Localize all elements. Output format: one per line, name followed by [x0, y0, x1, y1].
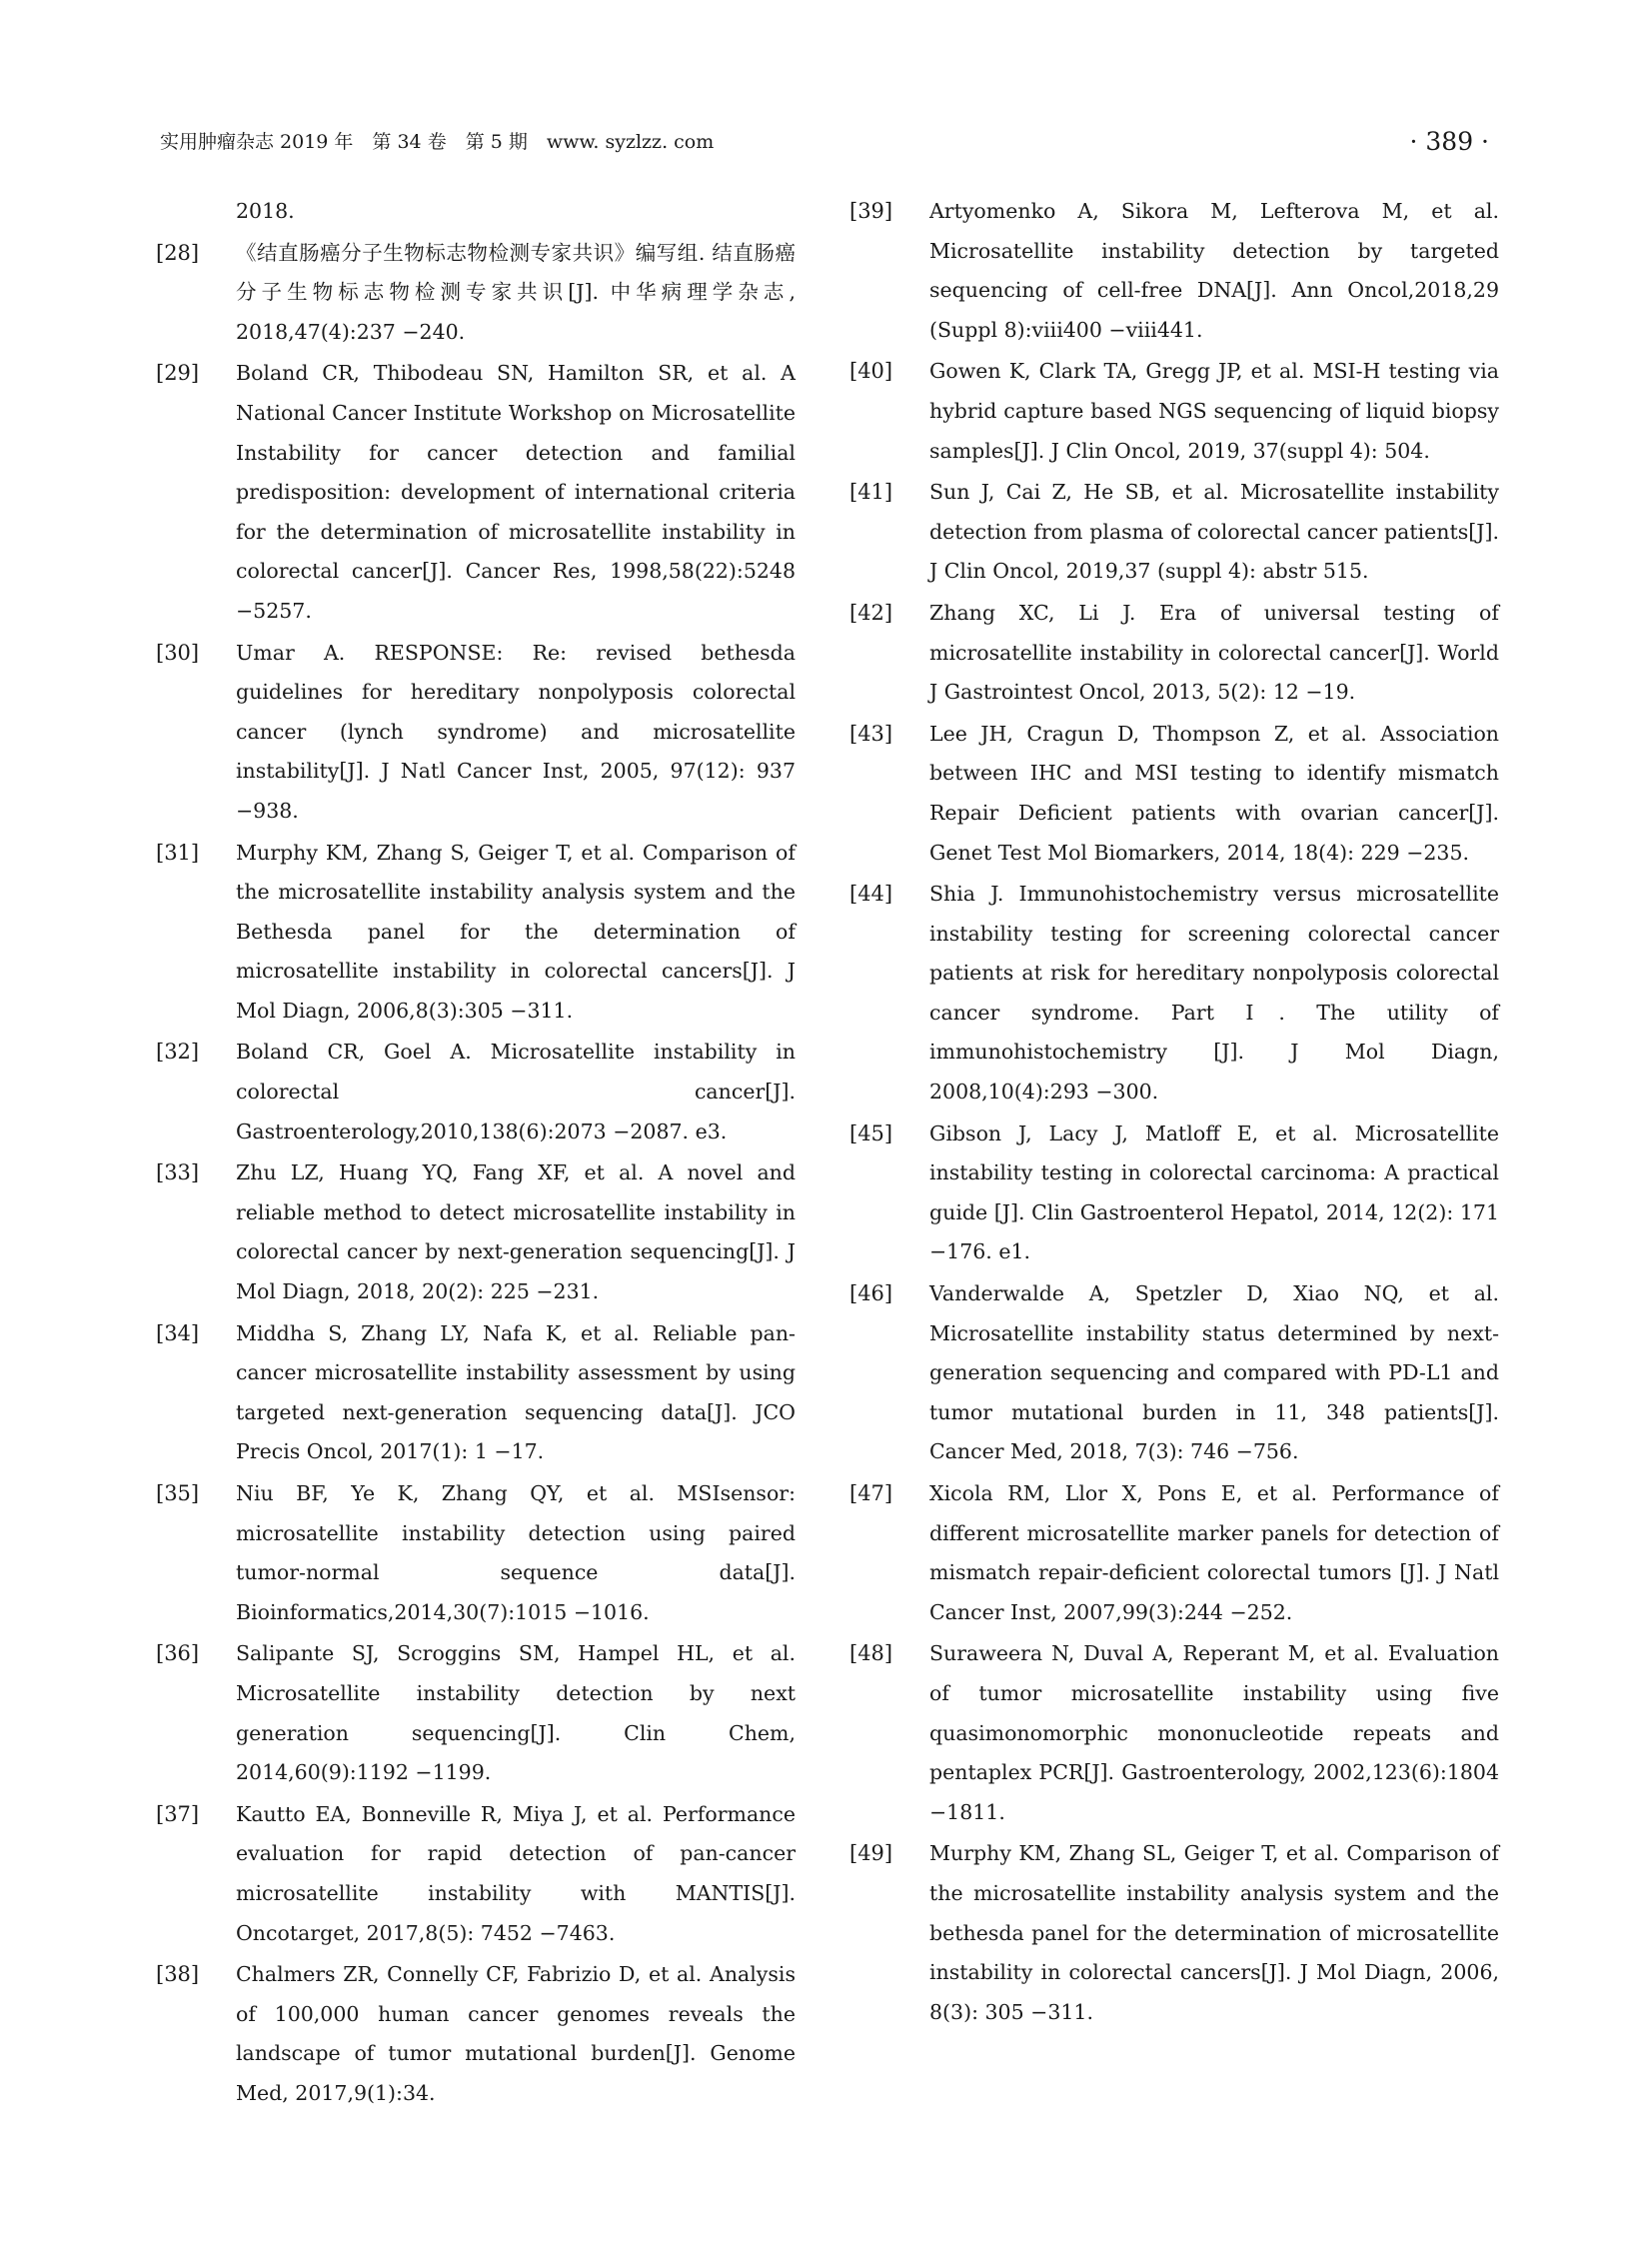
reference-item	[849, 1634, 1499, 1832]
reference-item	[849, 875, 1499, 1113]
reference-item	[156, 1153, 796, 1311]
reference-item	[849, 352, 1499, 471]
journal-header: 实用肿瘤杂志 2019 年 第 34 卷 第 5 期 www. syzlzz. com	[160, 131, 715, 153]
reference-number: [47]	[849, 1481, 893, 1505]
reference-number: [45]	[849, 1121, 893, 1145]
reference-item	[156, 834, 796, 1032]
reference-text: Artyomenko A, Sikora M, Lefterova M, et al. Microsatellite instability detection by targeted sequencing of cell-free DNA[J]. Ann Oncol,2018,29 (Suppl 8):viii400 −viii441.	[929, 199, 1499, 342]
reference-text: Gowen K, Clark TA, Gregg JP, et al. MSI-H testing via hybrid capture based NGS sequencing of liquid biopsy samples[J]. J Clin Oncol, 2019, 37(suppl 4): 504.	[929, 359, 1499, 463]
reference-number: [37]	[156, 1801, 200, 1826]
reference-item	[849, 594, 1499, 713]
reference-item	[156, 1033, 796, 1151]
reference-text: Middha S, Zhang LY, Nafa K, et al. Reliable pan-cancer microsatellite instability assessment by using targeted next-generation sequencing data[J]. JCO Precis Oncol, 2017(1): 1 −17.	[236, 1320, 796, 1464]
reference-text: Umar A. RESPONSE: Re: revised bethesda guidelines for hereditary nonpolyposis colorectal cancer (lynch syndrome) and microsatellite instability[J]. J Natl Cancer Inst, 2005, 97(12): 937 −938.	[236, 640, 796, 823]
reference-number: [44]	[849, 882, 893, 907]
reference-item	[849, 192, 1499, 350]
reference-item	[156, 354, 796, 631]
reference-text: Niu BF, Ye K, Zhang QY, et al. MSIsensor: microsatellite instability detection using paired tumor-normal sequence data[J]. Bioinformatics,2014,30(7):1015 −1016.	[236, 1481, 796, 1624]
reference-text: Chalmers ZR, Connelly CF, Fabrizio D, et al. Analysis of 100,000 human cancer genomes reveals the landscape of tumor mutational burden[J]. Genome Med, 2017,9(1):34.	[236, 1962, 796, 2105]
running-header	[160, 126, 1489, 158]
reference-number: [35]	[156, 1481, 200, 1505]
reference-number: [39]	[849, 199, 893, 223]
reference-item	[156, 234, 796, 353]
reference-number: [36]	[156, 1641, 200, 1666]
reference-text: Zhu LZ, Huang YQ, Fang XF, et al. A novel and reliable method to detect microsatellite instability in colorectal cancer by next-generation sequencing[J]. J Mol Diagn, 2018, 20(2): 225 −231.	[236, 1160, 796, 1304]
reference-number: [30]	[156, 640, 200, 665]
reference-item	[849, 1274, 1499, 1472]
reference-text: Salipante SJ, Scroggins SM, Hampel HL, et al. Microsatellite instability detection by next generation sequencing[J]. Clin Chem, 2014,60(9):1192 −1199.	[236, 1641, 796, 1785]
reference-number: [48]	[849, 1641, 893, 1666]
reference-text: 《结直肠癌分子生物标志物检测专家共识》编写组. 结直肠癌分子生物标志物检测专家共识[J]. 中华病理学杂志, 2018,47(4):237 −240.	[236, 240, 796, 344]
reference-number: [29]	[156, 361, 200, 386]
reference-text: Gibson J, Lacy J, Matloff E, et al. Microsatellite instability testing in colorectal carcinoma: A practical guide [J]. Clin Gastroenterol Hepatol, 2014, 12(2): 171 −176. e1.	[929, 1121, 1499, 1264]
reference-item	[156, 192, 796, 232]
reference-text: Boland CR, Thibodeau SN, Hamilton SR, et al. A National Cancer Institute Workshop on Microsatellite Instability for cancer detection and familial predisposition: development of international criteria for the determination of microsatellite instability in colorectal cancer[J]. Cancer Res, 1998,58(22):5248 −5257.	[236, 361, 796, 623]
reference-number: [41]	[849, 480, 893, 505]
reference-item	[849, 473, 1499, 592]
reference-item	[849, 1834, 1499, 2032]
reference-item	[849, 1115, 1499, 1272]
reference-number: [46]	[849, 1281, 893, 1306]
reference-number: [49]	[849, 1841, 893, 1866]
reference-number: [34]	[156, 1320, 200, 1345]
reference-item	[156, 1795, 796, 1953]
reference-item	[156, 1955, 796, 2113]
reference-text: Murphy KM, Zhang S, Geiger T, et al. Comparison of the microsatellite instability analysis system and the Bethesda panel for the determination of microsatellite instability in colorectal cancers[J]. J Mol Diagn, 2006,8(3):305 −311.	[236, 840, 796, 1023]
reference-item	[156, 1634, 796, 1792]
reference-number: [33]	[156, 1160, 200, 1185]
reference-text: Kautto EA, Bonneville R, Miya J, et al. Performance evaluation for rapid detection of pan-cancer microsatellite instability with MANTIS[J]. Oncotarget, 2017,8(5): 7452 −7463.	[236, 1801, 796, 1945]
reference-text: Lee JH, Cragun D, Thompson Z, et al. Association between IHC and MSI testing to identify mismatch Repair Deficient patients with ovarian cancer[J]. Genet Test Mol Biomarkers, 2014, 18(4): 229 −235.	[929, 721, 1499, 865]
reference-text: Vanderwalde A, Spetzler D, Xiao NQ, et al. Microsatellite instability status determined by next-generation sequencing and compared with PD-L1 and tumor mutational burden in 11, 348 patients[J]. Cancer Med, 2018, 7(3): 746 −756.	[929, 1281, 1499, 1464]
reference-text: Xicola RM, Llor X, Pons E, et al. Performance of different microsatellite marker panels for detection of mismatch repair-deficient colorectal tumors [J]. J Natl Cancer Inst, 2007,99(3):244 −252.	[929, 1481, 1499, 1624]
reference-number: [43]	[849, 721, 893, 746]
reference-item	[156, 1314, 796, 1472]
reference-column-right	[849, 192, 1499, 2034]
reference-item	[849, 715, 1499, 873]
reference-text: Shia J. Immunohistochemistry versus microsatellite instability testing for screening colorectal cancer patients at risk for hereditary nonpolyposis colorectal cancer syndrome. Part Ⅰ. The utility of immunohistochemistry [J]. J Mol Diagn, 2008,10(4):293 −300.	[929, 882, 1499, 1105]
reference-text: Sun J, Cai Z, He SB, et al. Microsatellite instability detection from plasma of colorectal cancer patients[J]. J Clin Oncol, 2019,37 (suppl 4): abstr 515.	[929, 480, 1499, 584]
reference-text: 2018.	[236, 199, 295, 223]
reference-text: Suraweera N, Duval A, Reperant M, et al. Evaluation of tumor microsatellite instability using five quasimonomorphic mononucleotide repeats and pentaplex PCR[J]. Gastroenterology, 2002,123(6):1804 −1811.	[929, 1641, 1499, 1824]
page-number: · 389 ·	[1409, 127, 1489, 156]
reference-text: Murphy KM, Zhang SL, Geiger T, et al. Comparison of the microsatellite instability analysis system and the bethesda panel for the determination of microsatellite instability in colorectal cancers[J]. J Mol Diagn, 2006, 8(3): 305 −311.	[929, 1841, 1499, 2024]
reference-text: Boland CR, Goel A. Microsatellite instability in colorectal cancer[J]. Gastroenterology,2010,138(6):2073 −2087. e3.	[236, 1040, 796, 1143]
reference-number: [31]	[156, 840, 200, 865]
reference-item	[156, 634, 796, 832]
reference-item	[849, 1474, 1499, 1632]
reference-number: [38]	[156, 1962, 200, 1987]
reference-number: [42]	[849, 600, 893, 625]
reference-item	[156, 1474, 796, 1632]
reference-number: [32]	[156, 1040, 200, 1065]
reference-column-left	[156, 192, 796, 2116]
reference-text: Zhang XC, Li J. Era of universal testing of microsatellite instability in colorectal cancer[J]. World J Gastrointest Oncol, 2013, 5(2): 12 −19.	[929, 600, 1499, 705]
reference-number: [40]	[849, 359, 893, 384]
reference-number: [28]	[156, 240, 200, 265]
